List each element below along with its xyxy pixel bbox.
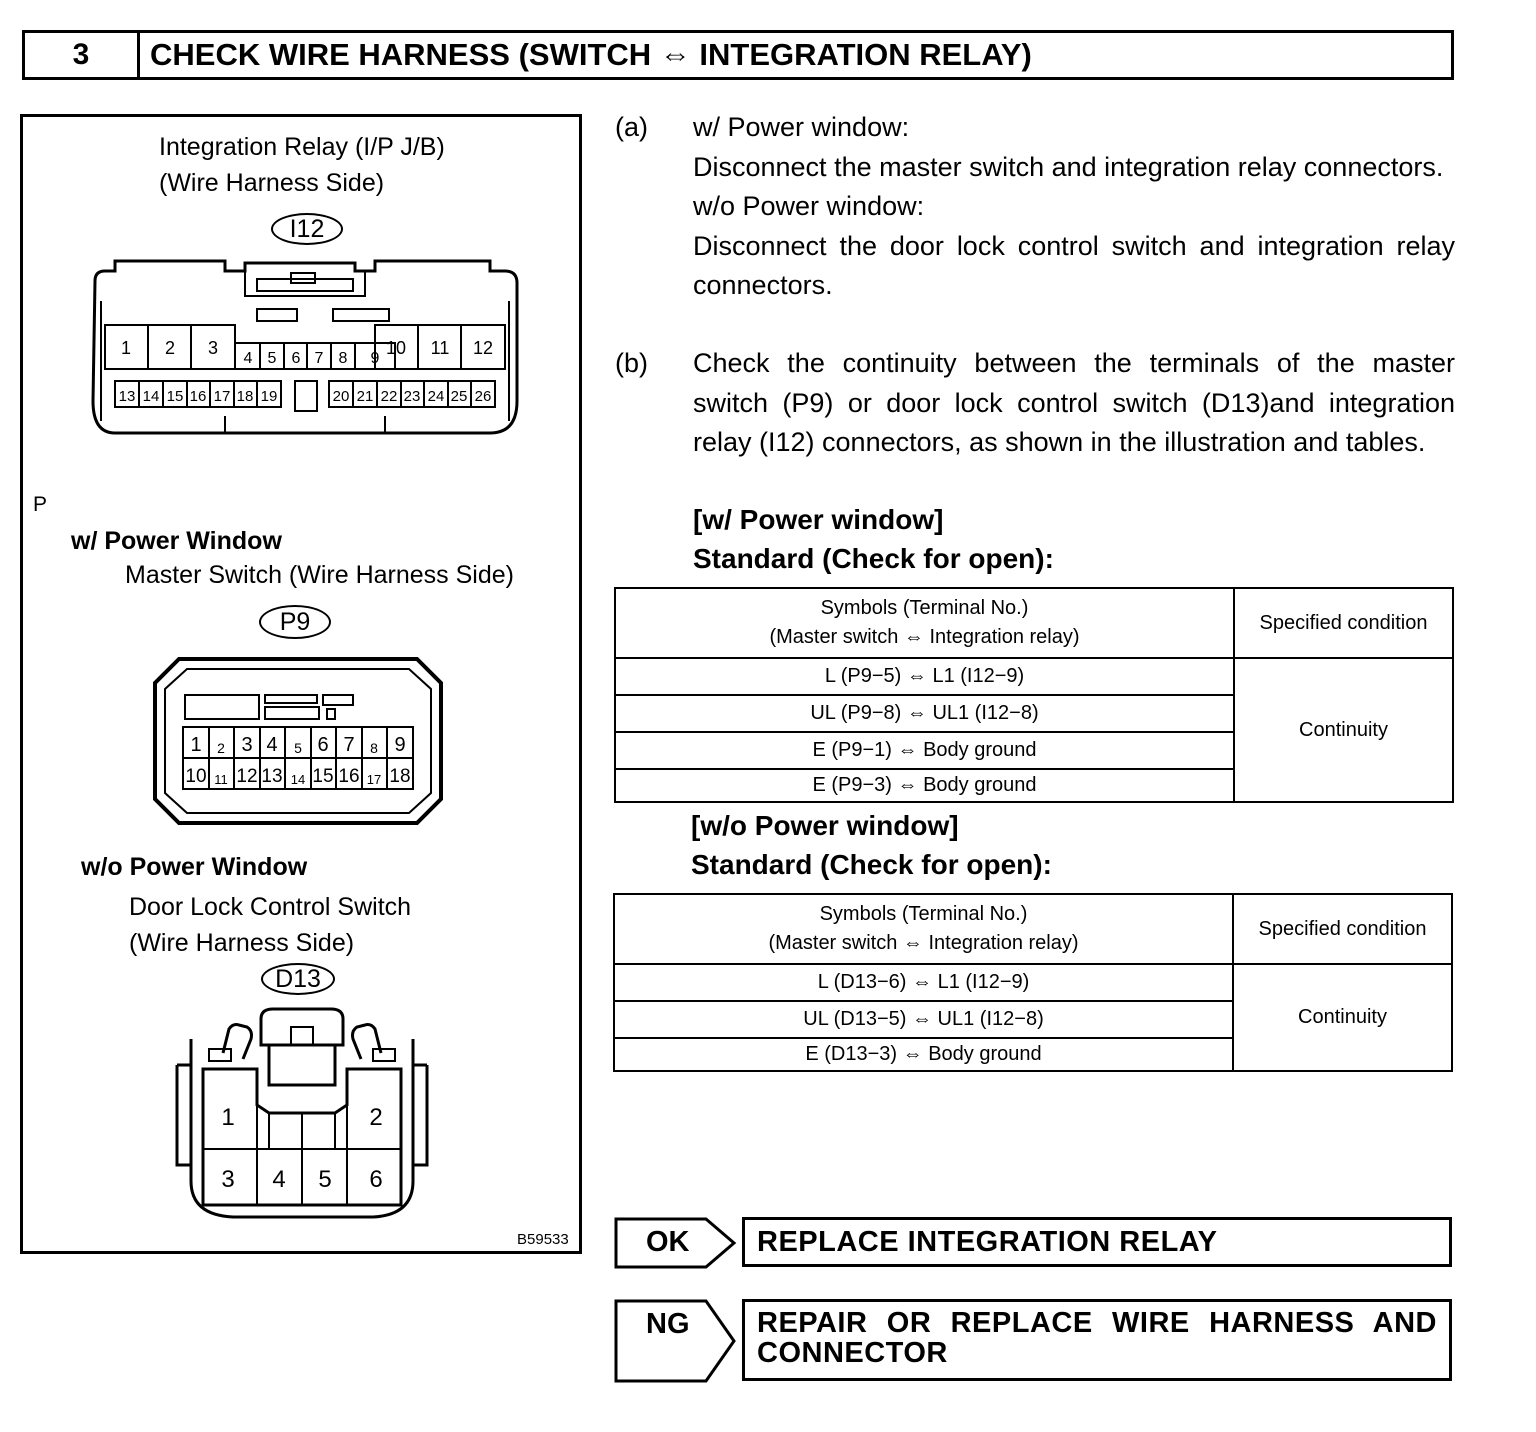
table2-col1-header-line2: (Master switch ⇔ Integration relay) [768, 932, 1079, 954]
relay-connector-code: I12 [271, 213, 343, 245]
nopw-pin-2: 2 [369, 1104, 383, 1131]
figure-id: B59533 [517, 1231, 569, 1248]
relay-pin-5: 5 [267, 350, 277, 367]
step-a-label: (a) [615, 112, 648, 142]
pw-pin-8: 8 [370, 740, 378, 756]
step-b-text: Check the continuity between the terminals of the master switch (P9) or door lock control switch (D13)and integration relay (I12) connectors, as shown in the illustration and tables. [693, 348, 1455, 457]
nopw-title: Door Lock Control Switch [129, 893, 412, 921]
pw-pin-1: 1 [190, 734, 202, 756]
relay-pin-12: 12 [472, 338, 494, 358]
relay-pin-3: 3 [207, 338, 219, 358]
relay-pin-10: 10 [385, 338, 407, 358]
pw-pin-16: 16 [338, 766, 360, 787]
pw-title: Master Switch (Wire Harness Side) [125, 561, 514, 589]
relay-pin-4: 4 [243, 350, 253, 367]
table-row: UL (P9−8) ⇔ UL1 (I12−8) [615, 695, 1234, 732]
relay-title: Integration Relay (I/P J/B) [159, 133, 445, 161]
relay-pin-26: 26 [474, 388, 492, 405]
pw-pin-6: 6 [317, 734, 329, 756]
relay-pin-9: 9 [370, 350, 380, 367]
step-header [22, 30, 1454, 80]
step-a-line4: Disconnect the door lock control switch and integration relay connectors. [693, 230, 1455, 300]
pw-pin-10: 10 [185, 766, 207, 787]
table1-col1-header [615, 588, 1234, 658]
pw-pin-3: 3 [241, 734, 253, 756]
relay-pin-13: 13 [118, 388, 136, 405]
nopw-pin-5: 5 [318, 1166, 332, 1193]
table1-heading: [w/ Power window] [693, 504, 944, 535]
table1-standard: Standard (Check for open): [693, 543, 1054, 574]
pw-pin-5: 5 [294, 740, 302, 756]
table-row: E (D13−3) ⇔ Body ground [614, 1038, 1233, 1071]
relay-pin-19: 19 [260, 388, 278, 405]
relay-pin-24: 24 [427, 388, 445, 405]
pw-pin-2: 2 [217, 740, 225, 756]
table1-col1-header-line1: Symbols (Terminal No.) [820, 597, 1029, 619]
table-row: L (D13−6) ⇔ L1 (I12−9) [614, 964, 1233, 1001]
table2-col2-header: Specified condition [1233, 894, 1452, 964]
relay-pin-25: 25 [450, 388, 468, 405]
ng-action-line1: REPAIR OR REPLACE WIRE HARNESS AND [757, 1307, 1437, 1339]
pw-connector-code: P9 [259, 605, 331, 639]
relay-pin-14: 14 [142, 388, 160, 405]
ok-tag: OK [646, 1226, 690, 1258]
relay-pin-6: 6 [291, 350, 301, 367]
table1-col2-header: Specified condition [1234, 588, 1453, 658]
pw-pin-4: 4 [266, 734, 278, 756]
relay-pin-8: 8 [338, 350, 348, 367]
nopw-pin-6: 6 [369, 1166, 383, 1193]
step-b-label: (b) [615, 348, 648, 378]
table2-heading: [w/o Power window] [691, 810, 959, 841]
nopw-connector-drawing [173, 1005, 433, 1221]
side-mark: P [33, 493, 48, 516]
nopw-subtitle: (Wire Harness Side) [129, 929, 355, 957]
table2-condition: Continuity [1233, 964, 1452, 1071]
ok-action: REPLACE INTEGRATION RELAY [742, 1217, 1452, 1267]
pw-heading: w/ Power Window [71, 527, 282, 555]
table-row: UL (D13−5) ⇔ UL1 (I12−8) [614, 1001, 1233, 1038]
relay-pin-18: 18 [236, 388, 254, 405]
relay-pin-7: 7 [314, 350, 324, 367]
step-a-line2: Disconnect the master switch and integration relay connectors. [693, 151, 1444, 182]
table-row: L (P9−5) ⇔ L1 (I12−9) [615, 658, 1234, 695]
pw-pin-13: 13 [261, 766, 283, 787]
table-row: E (P9−3) ⇔ Body ground [615, 769, 1234, 802]
nopw-heading: w/o Power Window [81, 853, 308, 881]
pw-pin-18: 18 [389, 766, 411, 787]
relay-pin-21: 21 [356, 388, 374, 405]
table-row: E (P9−1) ⇔ Body ground [615, 732, 1234, 769]
pw-pin-12: 12 [236, 766, 258, 787]
table2-col1-header-line1: Symbols (Terminal No.) [819, 903, 1028, 925]
nopw-connector-code: D13 [261, 963, 335, 995]
step-a-text [693, 108, 1455, 306]
relay-connector-drawing [85, 251, 525, 441]
ng-action-line2: CONNECTOR [757, 1337, 948, 1369]
nopw-pin-4: 4 [272, 1166, 286, 1193]
pw-pin-17: 17 [366, 772, 382, 787]
pw-pin-9: 9 [394, 734, 406, 756]
relay-pin-15: 15 [166, 388, 184, 405]
pw-pin-14: 14 [290, 772, 306, 787]
table2-col1-header [614, 894, 1233, 964]
table2 [613, 893, 1453, 1072]
relay-pin-22: 22 [380, 388, 398, 405]
pw-pin-15: 15 [312, 766, 334, 787]
relay-pin-16: 16 [189, 388, 207, 405]
pw-pin-7: 7 [343, 734, 355, 756]
table1 [614, 587, 1454, 803]
relay-pin-2: 2 [164, 338, 176, 358]
relay-pin-17: 17 [213, 388, 231, 405]
ng-action [742, 1299, 1452, 1381]
step-title: CHECK WIRE HARNESS (SWITCH ⇔ INTEGRATION RELAY) [150, 37, 1032, 72]
step-a-line1: w/ Power window: [693, 112, 910, 142]
pw-pin-11: 11 [214, 772, 228, 787]
relay-pin-23: 23 [403, 388, 421, 405]
step-number: 3 [25, 33, 140, 77]
relay-subtitle: (Wire Harness Side) [159, 169, 385, 197]
nopw-pin-1: 1 [221, 1104, 235, 1131]
relay-pin-20: 20 [332, 388, 350, 405]
table2-standard: Standard (Check for open): [691, 849, 1052, 880]
table1-condition: Continuity [1234, 658, 1453, 802]
relay-pin-11: 11 [430, 338, 450, 358]
relay-pin-1: 1 [120, 338, 132, 358]
ng-tag: NG [646, 1308, 690, 1340]
connector-illustration [20, 114, 582, 1254]
nopw-pin-3: 3 [221, 1166, 235, 1193]
table1-col1-header-line2: (Master switch ⇔ Integration relay) [769, 626, 1080, 648]
step-a-line3: w/o Power window: [693, 191, 925, 221]
pw-connector-drawing [153, 655, 445, 827]
